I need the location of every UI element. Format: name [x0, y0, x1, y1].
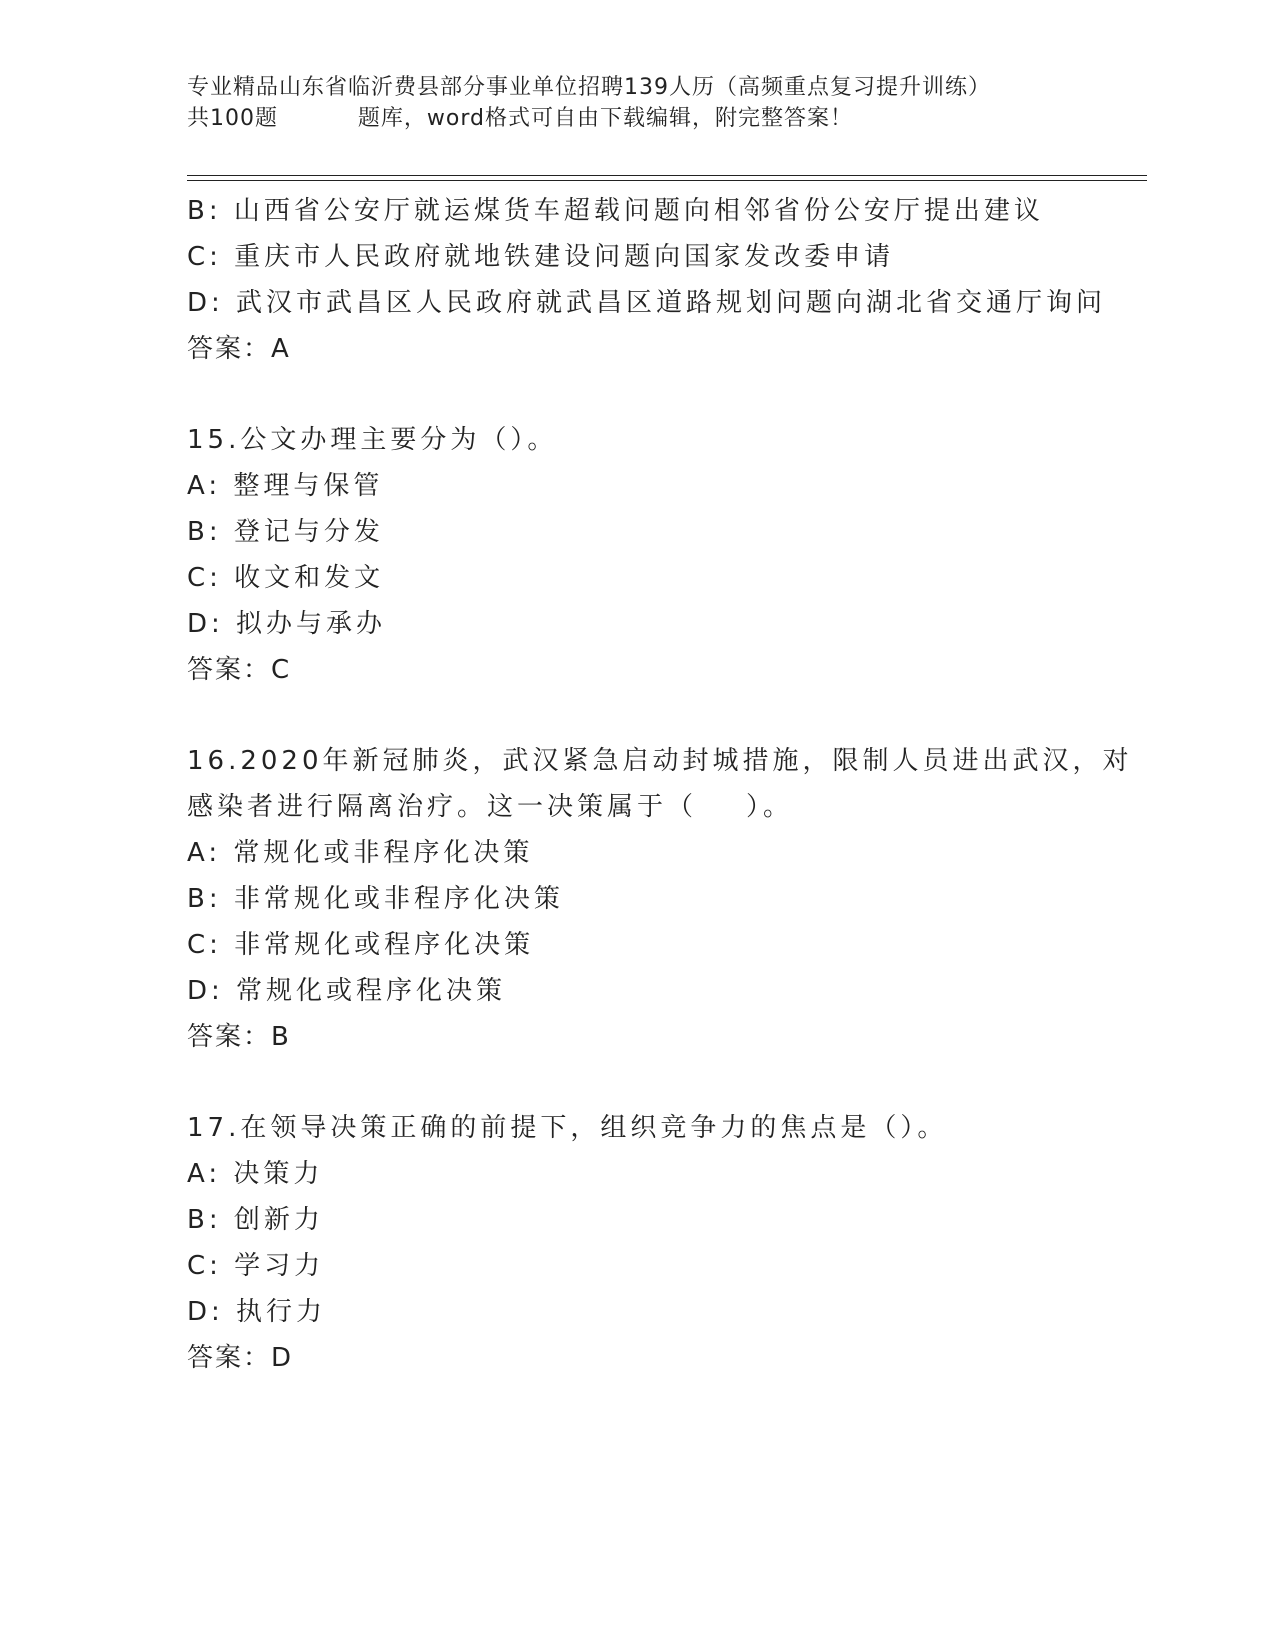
- question-16: [187, 738, 1147, 1060]
- option-d: D: 武汉市武昌区人民政府就武昌区道路规划问题向湖北省交通厅询问: [187, 288, 1107, 318]
- option-c: C: 收文和发文: [187, 563, 385, 593]
- option-c: C: 非常规化或程序化决策: [187, 930, 535, 960]
- answer: 答案：B: [187, 1022, 291, 1052]
- option-d: D: 拟办与承办: [187, 609, 387, 639]
- header-title-line2: 共100题 题库，word格式可自由下载编辑，附完整答案！: [187, 106, 854, 131]
- question-stem: 15.公文办理主要分为（）。: [187, 425, 558, 455]
- question-stem-line2: 感染者进行隔离治疗。这一决策属于（ ）。: [187, 792, 794, 822]
- question-list: [187, 188, 1147, 1381]
- option-c: C: 学习力: [187, 1251, 325, 1281]
- document-header: [187, 72, 1087, 134]
- option-b: B: 山西省公安厅就运煤货车超载问题向相邻省份公安厅提出建议: [187, 196, 1044, 226]
- option-b: B: 非常规化或非程序化决策: [187, 884, 564, 914]
- option-d: D: 常规化或程序化决策: [187, 976, 507, 1006]
- question-stem: 17.在领导决策正确的前提下，组织竞争力的焦点是（）。: [187, 1113, 948, 1143]
- option-a: A: 整理与保管: [187, 471, 384, 501]
- header-divider-top: [187, 175, 1147, 176]
- question-14-partial: [187, 188, 1147, 372]
- option-c: C: 重庆市人民政府就地铁建设问题向国家发改委申请: [187, 242, 895, 272]
- option-a: A: 决策力: [187, 1159, 324, 1189]
- header-divider-bottom: [187, 180, 1147, 181]
- question-17: [187, 1105, 1147, 1381]
- option-b: B: 登记与分发: [187, 517, 384, 547]
- answer: 答案：A: [187, 334, 291, 364]
- option-a: A: 常规化或非程序化决策: [187, 838, 534, 868]
- question-stem-line1: 16.2020年新冠肺炎，武汉紧急启动封城措施，限制人员进出武汉，对: [187, 746, 1133, 776]
- answer: 答案：C: [187, 655, 292, 685]
- option-d: D: 执行力: [187, 1297, 327, 1327]
- answer: 答案：D: [187, 1343, 294, 1373]
- question-15: [187, 417, 1147, 693]
- header-title-line1: 专业精品山东省临沂费县部分事业单位招聘139人历（高频重点复习提升训练）: [187, 75, 991, 100]
- option-b: B: 创新力: [187, 1205, 324, 1235]
